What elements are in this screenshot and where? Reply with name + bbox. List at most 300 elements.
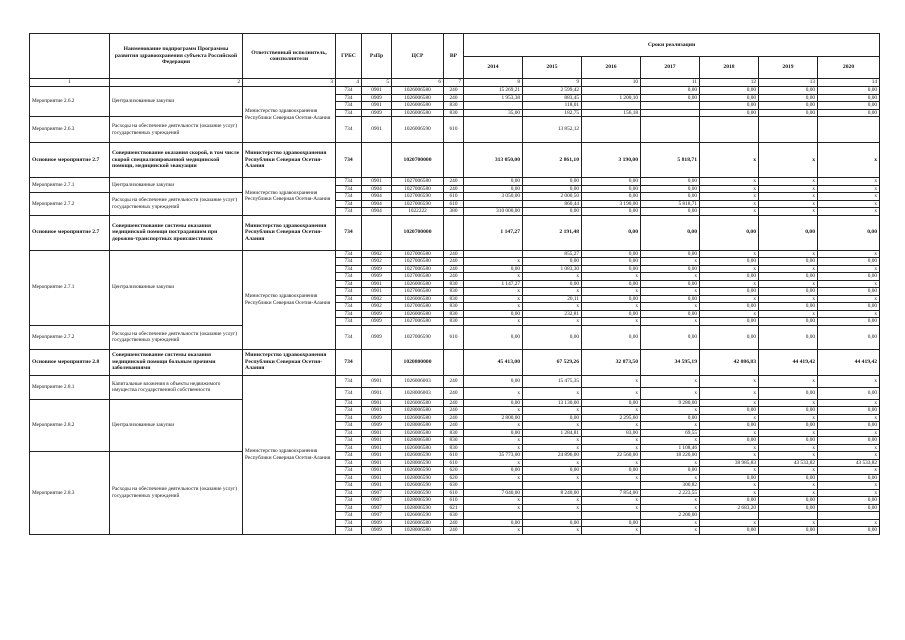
- grbs-cell: 734: [336, 467, 362, 475]
- activity-description: Капитальные вложения в объекты недвижимого имущества государственной собственности: [110, 375, 243, 399]
- value-2017: [641, 109, 700, 117]
- value-2017: 5 818,71: [641, 200, 700, 208]
- grbs-cell: 734: [336, 143, 362, 178]
- value-2019: x: [759, 444, 818, 452]
- grbs-cell: 734: [336, 303, 362, 311]
- grbs-cell: 734: [336, 325, 362, 349]
- rzpr-cell: 0901: [362, 102, 392, 110]
- vr-cell: 380: [444, 208, 464, 216]
- value-2020: 0,00: [818, 437, 880, 445]
- value-2020: 0,00: [818, 422, 880, 430]
- main-activity-name: Основное мероприятие 2.8: [30, 349, 110, 375]
- value-2020: x: [818, 519, 880, 527]
- value-2020: 0,00: [818, 215, 880, 250]
- value-2018: x: [700, 429, 759, 437]
- csr-cell: 1026006580: [392, 519, 444, 527]
- value-2020: x: [818, 185, 880, 193]
- value-2017: 0,00: [641, 265, 700, 273]
- activity-description: Централизованные закупки: [110, 178, 243, 193]
- value-2014: x: [464, 303, 523, 311]
- value-2017: x: [641, 387, 700, 399]
- value-2016: 0,00: [582, 519, 641, 527]
- value-2016: 3 190,00: [582, 143, 641, 178]
- value-2015: 15 475,35: [523, 375, 582, 387]
- value-2016: 1 200,10: [582, 94, 641, 102]
- csr-cell: 1028006580: [392, 437, 444, 445]
- rzpr-cell: [362, 349, 392, 375]
- value-2018: 0,00: [700, 325, 759, 349]
- grbs-cell: 734: [336, 399, 362, 407]
- csr-cell: 1027006590: [392, 193, 444, 201]
- value-2019: 0,00: [759, 422, 818, 430]
- csr-cell: 1028006590: [392, 497, 444, 505]
- value-2017: 9 280,00: [641, 399, 700, 407]
- value-2016: [582, 512, 641, 520]
- value-2016: x: [582, 444, 641, 452]
- csr-cell: 1026006580: [392, 399, 444, 407]
- rzpr-cell: 0901: [362, 452, 392, 460]
- value-2017: 18 220,00: [641, 452, 700, 460]
- csr-cell: 1028006580: [392, 407, 444, 415]
- value-2016: [582, 87, 641, 95]
- vr-cell: 830: [444, 310, 464, 318]
- activity-name: Мероприятие 2.8.1: [30, 375, 110, 399]
- value-2019: x: [759, 452, 818, 460]
- activity-name: Мероприятие 2.7.1: [30, 250, 110, 325]
- value-2017: 1 108,46: [641, 444, 700, 452]
- index-cell: 9: [523, 79, 582, 87]
- value-2019: x: [759, 280, 818, 288]
- value-2020: 0,00: [818, 102, 880, 110]
- value-2016: 0,00: [582, 185, 641, 193]
- value-2016: x: [582, 273, 641, 281]
- value-2015: 0,00: [523, 258, 582, 266]
- rzpr-cell: 0901: [362, 444, 392, 452]
- value-2014: 0,00: [464, 429, 523, 437]
- value-2014: 0,00: [464, 185, 523, 193]
- value-2014: x: [464, 288, 523, 296]
- value-2015: 2 599,42: [523, 87, 582, 95]
- value-2020: x: [818, 178, 880, 186]
- vr-cell: 240: [444, 399, 464, 407]
- value-2015: 0,00: [523, 178, 582, 186]
- value-2015: 2 191,48: [523, 215, 582, 250]
- rzpr-cell: 0901: [362, 87, 392, 95]
- value-2014: 35,00: [464, 109, 523, 117]
- vr-cell: 630: [444, 512, 464, 520]
- rzpr-cell: 0909: [362, 109, 392, 117]
- value-2017: x: [641, 375, 700, 387]
- value-2014: [464, 512, 523, 520]
- grbs-cell: 734: [336, 102, 362, 110]
- grbs-cell: 734: [336, 489, 362, 497]
- value-2014: 0,00: [464, 467, 523, 475]
- grbs-cell: 734: [336, 519, 362, 527]
- value-2016: 3 190,00: [582, 200, 641, 208]
- value-2015: [523, 482, 582, 490]
- csr-cell: 1026006590: [392, 452, 444, 460]
- value-2018: 0,00: [700, 258, 759, 266]
- value-2014: 1 147,27: [464, 280, 523, 288]
- rzpr-cell: 0909: [362, 414, 392, 422]
- value-2015: x: [523, 474, 582, 482]
- value-2020: x: [818, 452, 880, 460]
- value-2015: 0,00: [523, 280, 582, 288]
- value-2018: 0,00: [700, 407, 759, 415]
- grbs-cell: 734: [336, 504, 362, 512]
- value-2014: 3 050,00: [464, 193, 523, 201]
- rzpr-cell: 0904: [362, 193, 392, 201]
- value-2015: 13 852,12: [523, 117, 582, 143]
- rzpr-cell: 0904: [362, 200, 392, 208]
- value-2020: 0,00: [818, 258, 880, 266]
- vr-cell: 240: [444, 422, 464, 430]
- value-2019: x: [759, 250, 818, 258]
- grbs-cell: 734: [336, 429, 362, 437]
- value-2017: 300,82: [641, 482, 700, 490]
- value-2014: x: [464, 407, 523, 415]
- value-2020: [818, 512, 880, 520]
- rzpr-cell: 0901: [362, 459, 392, 467]
- grbs-cell: 734: [336, 215, 362, 250]
- value-2020: 0,00: [818, 109, 880, 117]
- value-2015: x: [523, 387, 582, 399]
- value-2016: 0,00: [582, 178, 641, 186]
- csr-cell: 1027006580: [392, 273, 444, 281]
- rzpr-cell: 0909: [362, 273, 392, 281]
- header-executor: Ответственный исполнитель, соисполнители: [243, 34, 336, 79]
- value-2018: x: [700, 280, 759, 288]
- value-2016: x: [582, 375, 641, 387]
- value-2018: x: [700, 250, 759, 258]
- grbs-cell: 734: [336, 280, 362, 288]
- grbs-cell: 734: [336, 273, 362, 281]
- csr-cell: 1022222: [392, 208, 444, 216]
- value-2014: 7 040,00: [464, 489, 523, 497]
- value-2014: 0,00: [464, 519, 523, 527]
- value-2016: 0,00: [582, 467, 641, 475]
- vr-cell: 240: [444, 375, 464, 387]
- activity-description: Централизованные закупки: [110, 399, 243, 452]
- rzpr-cell: 0901: [362, 467, 392, 475]
- value-2018: x: [700, 375, 759, 387]
- csr-cell: 1026006590: [392, 117, 444, 143]
- value-2016: x: [582, 407, 641, 415]
- value-2014: [464, 200, 523, 208]
- index-cell: 1: [30, 79, 110, 87]
- value-2016: x: [582, 303, 641, 311]
- value-2015: [523, 512, 582, 520]
- header-csr: ЦСР: [392, 34, 444, 79]
- value-2014: x: [464, 437, 523, 445]
- grbs-cell: 734: [336, 200, 362, 208]
- value-2014: x: [464, 474, 523, 482]
- value-2014: 0,00: [464, 178, 523, 186]
- value-2018: 0,00: [700, 94, 759, 102]
- value-2016: 83,00: [582, 429, 641, 437]
- grbs-cell: 734: [336, 288, 362, 296]
- vr-cell: 610: [444, 459, 464, 467]
- value-2015: 0,00: [523, 325, 582, 349]
- value-2017: x: [641, 437, 700, 445]
- value-2019: 0,00: [759, 109, 818, 117]
- value-2019: 0,00: [759, 258, 818, 266]
- rzpr-cell: 0901: [362, 399, 392, 407]
- value-2019: x: [759, 185, 818, 193]
- value-2019: 0,00: [759, 325, 818, 349]
- value-2018: 0,00: [700, 527, 759, 535]
- value-2019: 0,00: [759, 497, 818, 505]
- vr-cell: [444, 215, 464, 250]
- value-2017: x: [641, 504, 700, 512]
- grbs-cell: 734: [336, 497, 362, 505]
- value-2014: x: [464, 422, 523, 430]
- value-2018: 38 985,83: [700, 459, 759, 467]
- value-2015: 1 083,30: [523, 265, 582, 273]
- activity-description: Расходы на обеспечение деятельности (оказание услуг) государственных учреждений: [110, 325, 243, 349]
- csr-cell: 1027006580: [392, 185, 444, 193]
- value-2020: 0,00: [818, 273, 880, 281]
- value-2020: x: [818, 193, 880, 201]
- value-2015: 0,00: [523, 185, 582, 193]
- value-2017: 0,00: [641, 215, 700, 250]
- value-2014: x: [464, 387, 523, 399]
- vr-cell: 240: [444, 185, 464, 193]
- vr-cell: 610: [444, 117, 464, 143]
- header-year: 2019: [759, 56, 818, 79]
- vr-cell: 620: [444, 474, 464, 482]
- csr-cell: 1026006590: [392, 489, 444, 497]
- value-2019: 0,00: [759, 273, 818, 281]
- value-2018: x: [700, 200, 759, 208]
- value-2017: 0,00: [641, 250, 700, 258]
- value-2016: 0,00: [582, 258, 641, 266]
- value-2019: 0,00: [759, 87, 818, 95]
- value-2017: 0,00: [641, 178, 700, 186]
- value-2014: 0,00: [464, 310, 523, 318]
- vr-cell: 630: [444, 482, 464, 490]
- value-2020: 43 533,82: [818, 459, 880, 467]
- value-2020: x: [818, 444, 880, 452]
- header-rzpr: РзПр: [362, 34, 392, 79]
- value-2016: [582, 102, 641, 110]
- grbs-cell: 734: [336, 208, 362, 216]
- csr-cell: 1027006580: [392, 250, 444, 258]
- value-2014: 310 000,00: [464, 208, 523, 216]
- value-2017: x: [641, 273, 700, 281]
- rzpr-cell: 0909: [362, 422, 392, 430]
- value-2019: 0,00: [759, 407, 818, 415]
- value-2016: x: [582, 437, 641, 445]
- value-2018: x: [700, 387, 759, 399]
- value-2017: x: [641, 474, 700, 482]
- rzpr-cell: [362, 143, 392, 178]
- csr-cell: 1027006580: [392, 303, 444, 311]
- main-activity-name: Основное мероприятие 2.7: [30, 215, 110, 250]
- value-2020: x: [818, 467, 880, 475]
- csr-cell: 1026006580: [392, 94, 444, 102]
- value-2015: 182,75: [523, 109, 582, 117]
- grbs-cell: 734: [336, 414, 362, 422]
- vr-cell: 620: [444, 467, 464, 475]
- value-2018: 2 683,20: [700, 504, 759, 512]
- vr-cell: 610: [444, 200, 464, 208]
- value-2014: 0,00: [464, 399, 523, 407]
- rzpr-cell: 0901: [362, 178, 392, 186]
- value-2017: 0,00: [641, 467, 700, 475]
- vr-cell: 240: [444, 414, 464, 422]
- index-cell: 13: [759, 79, 818, 87]
- value-2019: 0,00: [759, 504, 818, 512]
- value-2017: 5 818,71: [641, 143, 700, 178]
- vr-cell: 240: [444, 527, 464, 535]
- csr-cell: 1026006590: [392, 467, 444, 475]
- activity-name: Мероприятие 2.8.3: [30, 452, 110, 535]
- value-2016: [582, 482, 641, 490]
- value-2017: x: [641, 318, 700, 326]
- rzpr-cell: 0901: [362, 387, 392, 399]
- value-2017: 2 200,00: [641, 512, 700, 520]
- main-activity-title: Совершенствование системы оказания медицинской помощи пострадавшим при дорожно-транспортных происшествиях: [110, 215, 243, 250]
- index-cell: 6: [392, 79, 444, 87]
- executor-cell: Министерство здравоохранения Республики Северная Осетия-Алания: [243, 178, 336, 216]
- value-2017: 0,00: [641, 208, 700, 216]
- value-2014: 313 050,00: [464, 143, 523, 178]
- csr-cell: 1027006580: [392, 318, 444, 326]
- csr-cell: 1026006580: [392, 109, 444, 117]
- rzpr-cell: 0901: [362, 407, 392, 415]
- value-2016: 0,00: [582, 310, 641, 318]
- value-2020: 0,00: [818, 527, 880, 535]
- value-2014: x: [464, 527, 523, 535]
- value-2014: x: [464, 295, 523, 303]
- value-2016: x: [582, 459, 641, 467]
- value-2020: 0,00: [818, 387, 880, 399]
- value-2016: x: [582, 527, 641, 535]
- value-2014: x: [464, 258, 523, 266]
- value-2014: 0,00: [464, 265, 523, 273]
- value-2020: x: [818, 375, 880, 387]
- value-2017: x: [641, 288, 700, 296]
- value-2018: 0,00: [700, 318, 759, 326]
- vr-cell: 830: [444, 303, 464, 311]
- value-2019: 0,00: [759, 102, 818, 110]
- value-2015: x: [523, 407, 582, 415]
- index-cell: 11: [641, 79, 700, 87]
- value-2014: 2 800,00: [464, 414, 523, 422]
- vr-cell: 240: [444, 94, 464, 102]
- value-2018: x: [700, 482, 759, 490]
- rzpr-cell: 0901: [362, 375, 392, 387]
- value-2018: 0,00: [700, 87, 759, 95]
- activity-name: Мероприятие 2.7.2: [30, 325, 110, 349]
- rzpr-cell: 0909: [362, 527, 392, 535]
- value-2020: x: [818, 280, 880, 288]
- value-2017: 0,00: [641, 87, 700, 95]
- value-2014: 45 413,00: [464, 349, 523, 375]
- value-2017: x: [641, 527, 700, 535]
- value-2020: [818, 117, 880, 143]
- grbs-cell: 734: [336, 422, 362, 430]
- value-2018: x: [700, 193, 759, 201]
- value-2018: 0,00: [700, 215, 759, 250]
- value-2018: 0,00: [700, 273, 759, 281]
- header-year: 2020: [818, 56, 880, 79]
- activity-description: Централизованные закупки: [110, 87, 243, 117]
- value-2017: x: [641, 422, 700, 430]
- value-2019: x: [759, 414, 818, 422]
- value-2020: x: [818, 399, 880, 407]
- vr-cell: 610: [444, 193, 464, 201]
- grbs-cell: 734: [336, 94, 362, 102]
- value-2016: 0,00: [582, 265, 641, 273]
- header-year: 2016: [582, 56, 641, 79]
- grbs-cell: 734: [336, 375, 362, 387]
- value-2018: 0,00: [700, 437, 759, 445]
- value-2019: x: [759, 399, 818, 407]
- vr-cell: [444, 349, 464, 375]
- value-2015: 118,01: [523, 102, 582, 110]
- value-2016: 0,00: [582, 295, 641, 303]
- csr-cell: 1028006003: [392, 387, 444, 399]
- csr-cell: 1026006580: [392, 414, 444, 422]
- grbs-cell: 734: [336, 444, 362, 452]
- value-2015: x: [523, 527, 582, 535]
- value-2015: 24 896,00: [523, 452, 582, 460]
- value-2018: x: [700, 208, 759, 216]
- index-cell: 3: [243, 79, 336, 87]
- value-2017: x: [641, 519, 700, 527]
- value-2019: x: [759, 193, 818, 201]
- value-2019: 43 533,82: [759, 459, 818, 467]
- rzpr-cell: 0909: [362, 265, 392, 273]
- vr-cell: 240: [444, 178, 464, 186]
- value-2016: 0,00: [582, 208, 641, 216]
- csr-cell: 1028006590: [392, 474, 444, 482]
- value-2020: x: [818, 414, 880, 422]
- header-year: 2014: [464, 56, 523, 79]
- value-2015: x: [523, 422, 582, 430]
- rzpr-cell: 0901: [362, 280, 392, 288]
- value-2015: 67 529,26: [523, 349, 582, 375]
- grbs-cell: 734: [336, 310, 362, 318]
- value-2018: x: [700, 310, 759, 318]
- value-2014: 0,00: [464, 375, 523, 387]
- value-2015: x: [523, 303, 582, 311]
- value-2017: 2 223,55: [641, 489, 700, 497]
- grbs-cell: 734: [336, 407, 362, 415]
- csr-cell: 1027006580: [392, 288, 444, 296]
- value-2017: 0,00: [641, 295, 700, 303]
- index-cell: 5: [362, 79, 392, 87]
- rzpr-cell: 0902: [362, 250, 392, 258]
- rzpr-cell: 0909: [362, 325, 392, 349]
- value-2016: x: [582, 504, 641, 512]
- value-2014: 1 953,38: [464, 94, 523, 102]
- vr-cell: 610: [444, 452, 464, 460]
- value-2019: x: [759, 208, 818, 216]
- vr-cell: 240: [444, 87, 464, 95]
- vr-cell: 830: [444, 437, 464, 445]
- index-cell: 2: [110, 79, 243, 87]
- value-2016: 2 295,60: [582, 414, 641, 422]
- grbs-cell: 734: [336, 527, 362, 535]
- value-2015: 860,44: [523, 200, 582, 208]
- rzpr-cell: 0909: [362, 519, 392, 527]
- grbs-cell: 734: [336, 349, 362, 375]
- index-cell: 14: [818, 79, 880, 87]
- vr-cell: 830: [444, 429, 464, 437]
